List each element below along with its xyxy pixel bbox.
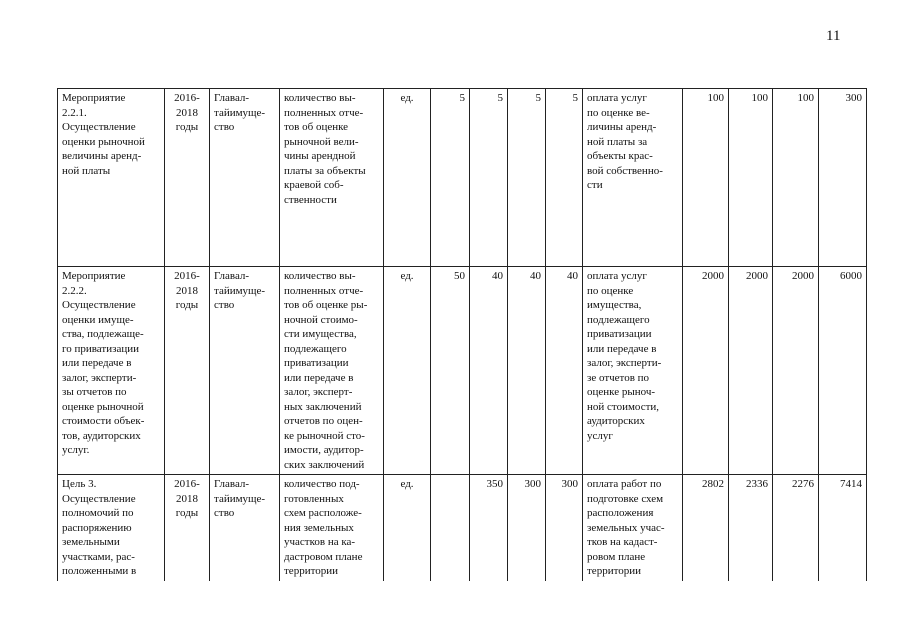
period-cell: 2016- 2018 годы [165, 89, 210, 267]
indicator-value-3: 300 [508, 475, 546, 581]
period-cell: 2016- 2018 годы [165, 267, 210, 475]
executor-cell: Главал- тайимуще- ство [210, 267, 280, 475]
indicator-cell: количество под- готовленных схем расположе- ния земельных участков на ка- дастровом плане территории [280, 475, 384, 581]
unit-cell: ед. [384, 475, 431, 581]
funding-value-2: 100 [729, 89, 773, 267]
indicator-value-1: 5 [431, 89, 470, 267]
table-row [58, 475, 867, 581]
activity-cell: Мероприятие 2.2.1. Осуществление оценки рыночной величины аренд- ной платы [58, 89, 165, 267]
executor-cell: Главал- тайимуще- ство [210, 475, 280, 581]
funding-value-3: 2000 [773, 267, 819, 475]
funding-value-2: 2000 [729, 267, 773, 475]
funding-total: 300 [819, 89, 867, 267]
expense-cell: оплата услуг по оценке ве- личины аренд- ной платы за объекты крас- вой собственно- сти [583, 89, 683, 267]
funding-value-2: 2336 [729, 475, 773, 581]
funding-total: 7414 [819, 475, 867, 581]
program-activities-table [57, 88, 867, 581]
activity-cell: Цель 3. Осуществление полномочий по распоряжению земельными участками, рас- положенными в [58, 475, 165, 581]
page-number: 11 [826, 28, 841, 44]
funding-value-1: 100 [683, 89, 729, 267]
period-cell: 2016- 2018 годы [165, 475, 210, 581]
table-row [58, 89, 867, 267]
executor-cell: Главал- тайимуще- ство [210, 89, 280, 267]
indicator-value-2: 5 [470, 89, 508, 267]
indicator-value-3: 5 [508, 89, 546, 267]
indicator-value-3: 40 [508, 267, 546, 475]
expense-cell: оплата работ по подготовке схем расположения земельных учас- тков на кадаст- ровом плане территории [583, 475, 683, 581]
activity-cell: Мероприятие 2.2.2. Осуществление оценки имуще- ства, подлежаще- го приватизации или передаче в залог, эксперти- зы отчетов по оценке рыночной стоимости объек- тов, аудиторских услуг. [58, 267, 165, 475]
indicator-value-4: 300 [546, 475, 583, 581]
funding-value-1: 2000 [683, 267, 729, 475]
indicator-cell: количество вы- полненных отче- тов об оценке рыночной вели- чины арендной платы за объекты краевой соб- ственности [280, 89, 384, 267]
funding-value-1: 2802 [683, 475, 729, 581]
unit-cell: ед. [384, 267, 431, 475]
indicator-value-4: 40 [546, 267, 583, 475]
funding-total: 6000 [819, 267, 867, 475]
indicator-value-1 [431, 475, 470, 581]
indicator-cell: количество вы- полненных отче- тов об оценке ры- ночной стоимо- сти имущества, подлежащего приватизации или передаче в залог, эксперт- ных заключений отчетов по оцен- ке рыночной сто- имости, аудитор- ских заключений [280, 267, 384, 475]
table-row [58, 267, 867, 475]
indicator-value-1: 50 [431, 267, 470, 475]
indicator-value-2: 40 [470, 267, 508, 475]
funding-value-3: 100 [773, 89, 819, 267]
funding-value-3: 2276 [773, 475, 819, 581]
indicator-value-2: 350 [470, 475, 508, 581]
expense-cell: оплата услуг по оценке имущества, подлежащего приватизации или передаче в залог, эксперти- зе отчетов по оценке рыноч- ной стоимости, аудиторских услуг [583, 267, 683, 475]
unit-cell: ед. [384, 89, 431, 267]
indicator-value-4: 5 [546, 89, 583, 267]
